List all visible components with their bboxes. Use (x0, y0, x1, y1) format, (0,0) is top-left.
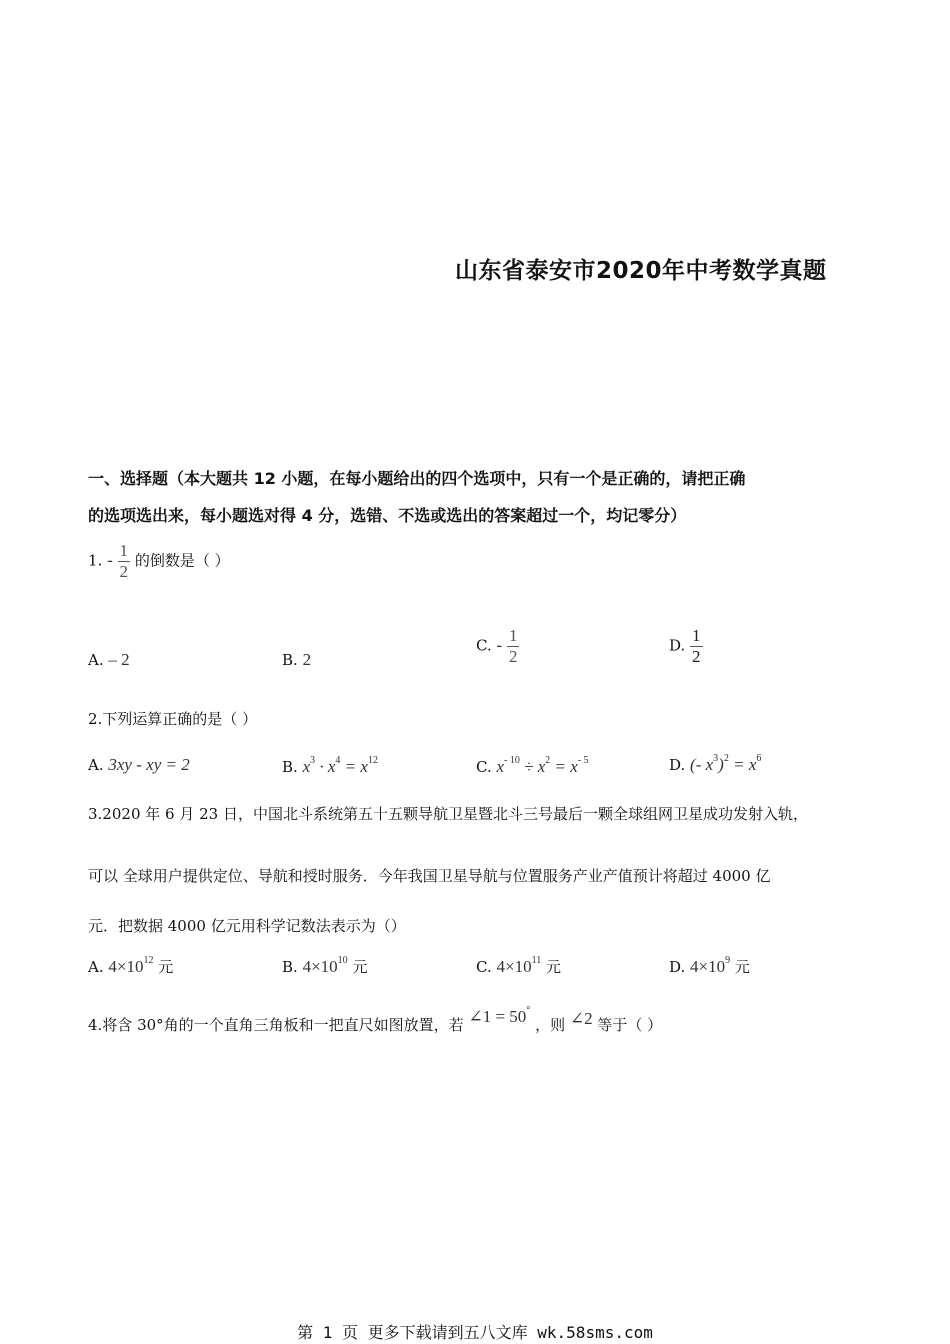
expr-exponent: 11 (531, 955, 542, 966)
q3-option-a (88, 955, 173, 977)
option-neg: - (496, 635, 503, 655)
option-label: A. (88, 756, 104, 774)
expr-part: (- x (690, 755, 714, 774)
option-expression (690, 957, 730, 976)
option-expression: 3xy - xy = 2 (108, 755, 190, 774)
question-2: 2.下列运算正确的是（ ） (88, 710, 258, 728)
q2-option-d (669, 753, 761, 775)
page-title: 山东省泰安市2020年中考数学真题 (455, 258, 827, 284)
option-value: – 2 (108, 650, 130, 669)
expr-part: ÷ x (519, 757, 546, 776)
q1-number: 1. (88, 551, 103, 570)
frac-denominator: 2 (692, 647, 701, 666)
expr-part: = x (728, 755, 757, 774)
expr-part: = x (340, 757, 368, 776)
q1-negative-sign: - (107, 550, 113, 570)
section-header-line2: 的选项选出来，每小题选对得 4 分，选错、不选或选出的答案超过一个，均记零分） (88, 506, 687, 525)
expr-base: 4×10 (302, 957, 338, 976)
option-value: 2 (302, 650, 312, 669)
q1-option-d (669, 626, 703, 667)
q1-option-a (88, 650, 130, 670)
q1-option-b (282, 650, 311, 670)
expr-sup: 4 (335, 755, 341, 766)
option-expression (690, 755, 761, 774)
option-label: C. (476, 636, 492, 655)
option-label: B. (282, 958, 298, 976)
q1-option-c (476, 626, 519, 667)
expr-sup: 2 (545, 755, 551, 766)
option-label: B. (282, 651, 298, 669)
frac-numerator: 1 (692, 626, 701, 645)
question-1 (88, 541, 230, 582)
option-fraction (690, 626, 703, 667)
expr-sup: 3 (713, 753, 719, 764)
q1-fraction (118, 541, 131, 582)
expr-base: 4×10 (108, 957, 144, 976)
q2-option-b (282, 755, 378, 777)
expr-base: 4×10 (496, 957, 532, 976)
option-unit: 元 (352, 958, 368, 976)
option-expression (497, 957, 542, 976)
q3-option-d (669, 955, 750, 977)
option-unit: 元 (158, 958, 174, 976)
expr-part: = x (550, 757, 578, 776)
expr-part: · x (315, 757, 336, 776)
page-footer: 第 1 页 更多下载请到五八文库 wk.58sms.com (297, 1323, 653, 1342)
option-expression (108, 957, 153, 976)
q1-frac-denominator: 2 (119, 562, 129, 581)
option-label: C. (476, 958, 492, 976)
expr-part: x (302, 757, 311, 776)
expr-exponent: 12 (143, 955, 154, 966)
q4-angle2: ∠2 (569, 1009, 593, 1028)
q3-option-c (476, 955, 561, 977)
question-3-line1: 3.2020 年 6 月 23 日，中国北斗系统第五十五颗导航卫星暨北斗三号最后一颗全球组网卫星成功发射入轨， (88, 805, 808, 823)
q2-option-c (476, 755, 589, 777)
option-label: D. (669, 756, 686, 774)
frac-denominator: 2 (508, 647, 518, 666)
option-label: B. (282, 758, 298, 776)
expr-part: ) (718, 755, 724, 774)
expr-sup: 6 (756, 753, 762, 764)
option-expression (497, 757, 589, 776)
expr-sup: - 10 (504, 755, 520, 766)
expr-base: 4×10 (690, 957, 726, 976)
expr-exponent: 10 (337, 955, 348, 966)
option-label: C. (476, 758, 492, 776)
expr-sup: 2 (723, 753, 729, 764)
section-header-line1: 一、选择题（本大题共 12 小题，在每小题给出的四个选项中，只有一个是正确的，请把正确 (88, 469, 746, 488)
option-unit: 元 (546, 958, 562, 976)
expr-exponent: 9 (725, 955, 731, 966)
q4-text-3: 等于（ ） (597, 1016, 663, 1034)
option-label: D. (669, 636, 686, 655)
option-label: A. (88, 651, 104, 669)
option-expression (303, 957, 348, 976)
expr-part: x (496, 757, 505, 776)
q3-option-b (282, 955, 367, 977)
q4-angle1 (468, 1007, 530, 1026)
expr-sup: - 5 (577, 755, 589, 766)
angle-expr: ∠1 = 50 (468, 1007, 527, 1026)
option-label: A. (88, 958, 104, 976)
question-3-line3: 元．把数据 4000 亿元用科学记数法表示为（） (88, 917, 406, 935)
q1-frac-numerator: 1 (119, 541, 129, 560)
option-unit: 元 (734, 958, 750, 976)
q4-text-1: 4.将含 30°角的一个直角三角板和一把直尺如图放置，若 (88, 1016, 464, 1034)
expr-sup: 12 (367, 755, 378, 766)
question-4 (88, 1005, 663, 1035)
expr-sup: 3 (310, 755, 316, 766)
option-label: D. (669, 958, 686, 976)
question-3-line2: 可以 全球用户提供定位、导航和授时服务．今年我国卫星导航与位置服务产业产值预计将超过 4000 亿 (88, 867, 771, 885)
degree-mark: ° (526, 1005, 531, 1016)
q1-text: 的倒数是（ ） (134, 551, 230, 570)
q4-text-2: ，则 (535, 1016, 566, 1034)
option-fraction (507, 626, 520, 667)
frac-numerator: 1 (508, 626, 518, 645)
q2-option-a (88, 755, 190, 775)
option-expression (303, 757, 378, 776)
